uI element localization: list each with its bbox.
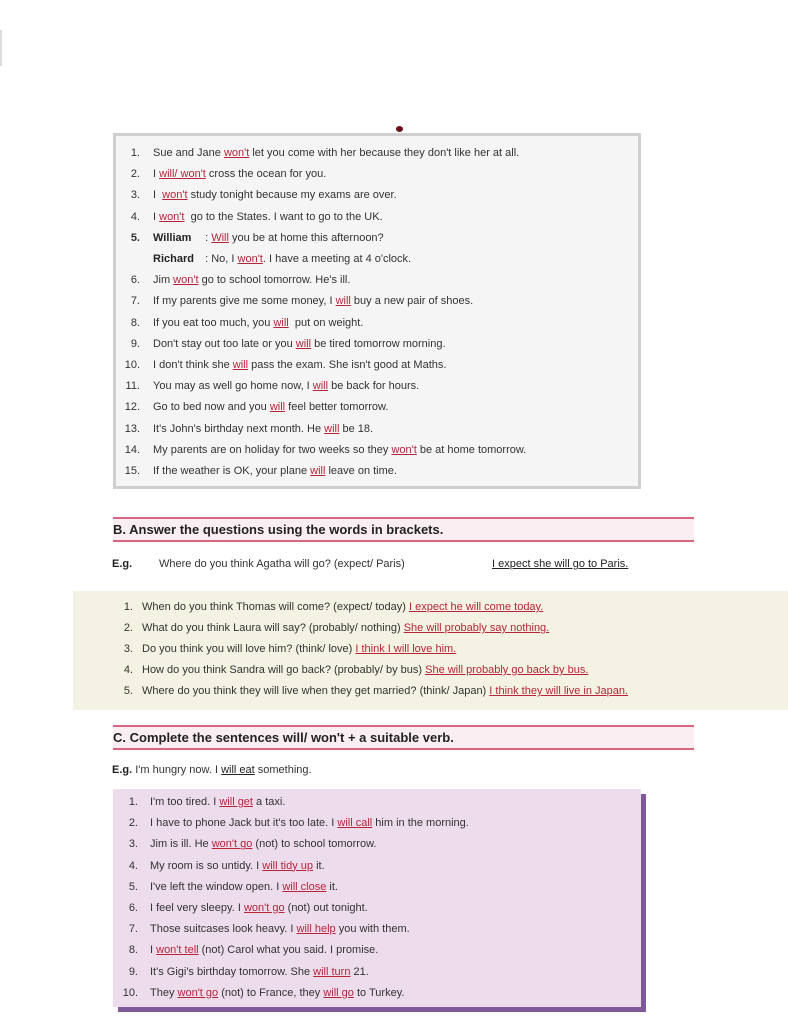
sentence-text: study tonight because my exams are over. <box>187 189 397 202</box>
answer-text: will go <box>323 986 354 999</box>
sentence-text: I <box>153 168 160 181</box>
answer-text: will <box>324 422 340 435</box>
answer-text: won't <box>162 189 188 202</box>
answer-text: won't <box>237 253 263 265</box>
item-number: 7. <box>128 923 138 936</box>
answer-text: won't go <box>211 838 253 851</box>
sentence-text: If my parents give me some money, I <box>153 295 336 308</box>
answer-text: will <box>232 359 249 371</box>
item-number: 7. <box>130 295 140 308</box>
item-number: 5. <box>123 685 133 697</box>
item-number: 2. <box>123 622 133 634</box>
answer-text: She will probably say nothing. <box>403 622 550 634</box>
sentence-text: feel better tomorrow. <box>285 401 389 414</box>
answer-text: Will <box>211 231 229 244</box>
example-text: I'm hungry now. I <box>132 764 222 776</box>
answer-text: will tidy up <box>262 859 314 872</box>
sentence-text: Jim <box>153 274 174 287</box>
item-number: 1. <box>123 601 133 613</box>
sentence-text: I have to phone Jack but it's too late. I <box>150 817 338 830</box>
sentence-text: 21. <box>350 965 369 978</box>
sentence-text: : <box>199 231 212 244</box>
example-label: E.g. <box>112 764 133 776</box>
sentence-text: to Turkey. <box>353 986 405 999</box>
section-c-title: C. Complete the sentences will/ won't + a suitable verb. <box>113 730 454 745</box>
answer-text: won't tell <box>156 944 199 957</box>
sentence-text: Go to bed now and you <box>153 401 270 414</box>
answer-text: will <box>273 316 289 329</box>
sentence-text: you with them. <box>335 923 410 936</box>
sentence-text: I've left the window open. I <box>150 880 283 893</box>
sentence-text: be tired tomorrow morning. <box>311 337 446 350</box>
item-number: 6. <box>128 902 138 914</box>
answer-text: will close <box>282 880 327 893</box>
example-label: E.g. <box>112 558 133 570</box>
sentence-text: leave on time. <box>325 465 397 477</box>
answer-text: will <box>269 401 286 414</box>
sentence-text: It's Gigi's birthday tomorrow. She <box>150 965 314 978</box>
item-number: 8. <box>130 316 140 329</box>
answer-text: won't <box>223 147 250 159</box>
sentence-text: My room is so untidy. I <box>150 859 263 872</box>
sentence-text: it. <box>313 859 325 872</box>
item-number: 3. <box>123 643 133 655</box>
section-b-title: B. Answer the questions using the words in brackets. <box>113 522 444 537</box>
answer-text: I think I will love him. <box>355 643 457 655</box>
sentence-text: I <box>150 944 157 957</box>
sentence-text: (not) to France, they <box>218 986 324 999</box>
sentence-text: you be at home this afternoon? <box>228 231 384 244</box>
sentence-text: When do you think Thomas will come? (expect/ today) <box>142 601 409 613</box>
sentence-text: What do you think Laura will say? (probably/ nothing) <box>142 622 404 634</box>
sentence-text: I <box>153 210 160 223</box>
sentence-text: (not) out tonight. <box>284 902 368 914</box>
item-number: 4. <box>123 664 133 676</box>
sentence-text: it. <box>326 880 338 893</box>
sentence-text: Those suitcases look heavy. I <box>150 923 297 936</box>
answer-text: I think they will live in Japan. <box>489 685 629 697</box>
item-number: 11. <box>125 380 140 393</box>
answer-text: won't go <box>177 986 219 999</box>
item-number: 5. <box>130 231 140 244</box>
answer-text: will help <box>296 923 336 936</box>
sentence-text: My parents are on holiday for two weeks so they <box>153 443 392 456</box>
sentence-text: put on weight. <box>288 316 364 329</box>
sentence-text: If you eat too much, you <box>153 316 274 329</box>
answer-text: will <box>310 465 326 477</box>
sentence-text: go to school tomorrow. He's ill. <box>198 274 351 287</box>
sentence-text: (not) Carol what you said. I promise. <box>198 944 379 957</box>
example-text: something. <box>254 764 312 776</box>
answer-text: will <box>295 337 312 350</box>
sentence-text: I'm too tired. I <box>150 796 220 808</box>
answer-text: won't <box>391 443 417 456</box>
answer-text: won't <box>159 210 185 223</box>
page-edge-mark <box>0 30 2 66</box>
decorative-dot <box>396 126 403 132</box>
sentence-text: let you come with her because they don't like her at all. <box>249 147 520 159</box>
example-answer: will eat <box>221 764 255 776</box>
answer-text: She will probably go back by bus. <box>425 664 589 676</box>
answer-text: won't go <box>243 902 285 914</box>
item-number: 9. <box>130 337 140 350</box>
item-number: 3. <box>130 189 140 202</box>
sentence-text: How do you think Sandra will go back? (probably/ by bus) <box>142 664 426 676</box>
sentence-text: be back for hours. <box>328 380 420 393</box>
sentence-text: I <box>153 189 163 202</box>
sentence-text: him in the morning. <box>372 817 469 830</box>
sentence-text: Jim is ill. He <box>150 838 212 851</box>
sentence-text: They <box>150 986 178 999</box>
answer-text: will turn <box>313 965 351 978</box>
item-number: 4. <box>130 210 140 223</box>
answer-text: will <box>312 380 329 393</box>
item-number: 2. <box>128 817 138 830</box>
item-number: 13. <box>124 422 140 435</box>
sentence-text: Sue and Jane <box>153 147 224 159</box>
item-number: 5. <box>128 880 138 893</box>
sentence-text: I feel very sleepy. I <box>150 902 244 914</box>
sentence-text: a taxi. <box>252 796 286 808</box>
item-number: 15. <box>124 465 140 477</box>
sentence-text: pass the exam. She isn't good at Maths. <box>248 359 447 371</box>
section-c-header <box>113 725 694 750</box>
sentence-text: Where do you think they will live when they get married? (think/ Japan) <box>142 685 490 697</box>
sentence-text: : No, I <box>199 253 238 265</box>
answer-text: will call <box>337 817 373 830</box>
item-number: 8. <box>128 944 138 957</box>
sentence-text: (not) to school tomorrow. <box>252 838 377 851</box>
sentence-text: be at home tomorrow. <box>416 443 527 456</box>
sentence-text: I don't think she <box>153 359 233 371</box>
item-number: 2. <box>130 168 140 181</box>
item-number: 9. <box>128 965 138 978</box>
sentence-text: You may as well go home now, I <box>153 380 313 393</box>
sentence-text: If the weather is OK, your plane <box>153 465 311 477</box>
answer-text: I expect he will come today. <box>408 601 544 613</box>
speaker-name: William <box>153 231 192 244</box>
item-number: 3. <box>128 838 138 851</box>
answer-text: will <box>335 295 351 308</box>
example-question: Where do you think Agatha will go? (expect/ Paris) <box>159 558 405 570</box>
sentence-text: go to the States. I want to go to the UK. <box>184 210 383 223</box>
sentence-text: . I have a meeting at 4 o'clock. <box>262 253 412 265</box>
sentence-text: cross the ocean for you. <box>205 168 327 181</box>
sentence-text: Do you think you will love him? (think/ love) <box>142 643 356 655</box>
sentence-text: Don't stay out too late or you <box>153 337 296 350</box>
section-b-header <box>113 517 694 542</box>
item-number: 12. <box>124 401 140 414</box>
item-number: 6. <box>130 274 140 287</box>
answer-text: will/ won't <box>159 168 206 181</box>
item-number: 4. <box>128 859 138 872</box>
item-number: 14. <box>124 443 140 456</box>
example-c <box>112 764 312 777</box>
speaker-name: Richard <box>153 253 194 265</box>
sentence-text: buy a new pair of shoes. <box>350 295 474 308</box>
answer-text: won't <box>173 274 199 287</box>
item-number: 1. <box>130 147 140 159</box>
answer-text: will get <box>219 796 253 808</box>
item-number: 10. <box>122 986 138 999</box>
item-number: 1. <box>128 796 138 808</box>
item-number: 10. <box>124 359 140 371</box>
section-a-box <box>113 133 641 489</box>
sentence-text: It's John's birthday next month. He <box>153 422 325 435</box>
sentence-text: be 18. <box>339 422 374 435</box>
example-answer: I expect she will go to Paris. <box>492 558 629 570</box>
